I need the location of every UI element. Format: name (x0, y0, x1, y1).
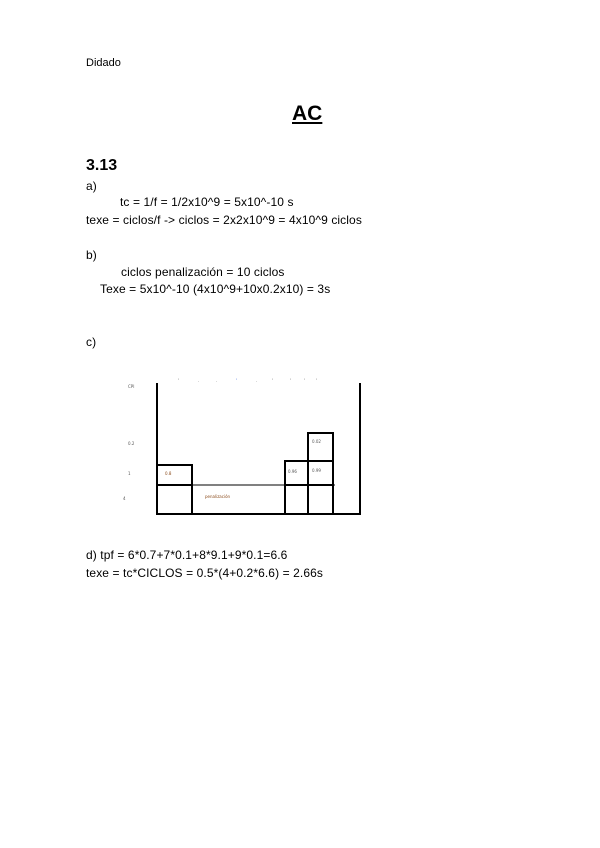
block-right-2 (308, 461, 333, 485)
part-a-label: a) (86, 179, 97, 193)
part-c-label: c) (86, 335, 97, 349)
part-d-line-1: d) tpf = 6*0.7+7*0.1+8*9.1+9*0.1=6.6 (86, 548, 288, 562)
part-b-label: b) (86, 248, 97, 262)
cell-label: 0.99 (312, 468, 321, 473)
part-a-line-2: texe = ciclos/f -> ciclos = 2x2x10^9 = 4x10^9 ciclos (86, 213, 362, 227)
top-mark: ' (236, 378, 238, 383)
top-mark: ' (316, 378, 318, 383)
top-mark: ' (304, 378, 306, 383)
block-right-bottom-2 (308, 485, 333, 514)
author-name: Didado (86, 57, 121, 69)
top-mark: . (198, 378, 200, 383)
y-label-1: 1 (128, 471, 131, 476)
block-right-bottom-1 (285, 485, 308, 514)
part-a-line-1: tc = 1/f = 1/2x10^9 = 5x10^-10 s (120, 195, 294, 209)
cell-label-penalty: penalización (205, 494, 231, 499)
cell-label: 0.02 (312, 439, 321, 444)
y-label-4: 4 (123, 496, 126, 501)
part-b-line-2: Texe = 5x10^-10 (4x10^9+10x0.2x10) = 3s (100, 282, 331, 296)
block-left-bottom (157, 485, 192, 514)
top-mark: ' (178, 378, 180, 383)
top-mark: . (216, 378, 218, 383)
block-left-top (157, 465, 192, 485)
y-label-cpi: CPI (128, 384, 135, 389)
cell-label: 0.96 (288, 469, 297, 474)
y-label-0-2: 0.2 (128, 441, 135, 446)
part-b-line-1: ciclos penalización = 10 ciclos (121, 265, 285, 279)
top-mark: . (256, 378, 258, 383)
cell-label: 0.8 (165, 471, 172, 476)
top-mark: ' (290, 378, 292, 383)
top-mark: ' (272, 378, 274, 383)
block-right-top (308, 433, 333, 461)
page-title: AC (292, 102, 323, 125)
section-number: 3.13 (86, 157, 118, 174)
part-d-line-2: texe = tc*CICLOS = 0.5*(4+0.2*6.6) = 2.66s (86, 566, 324, 580)
